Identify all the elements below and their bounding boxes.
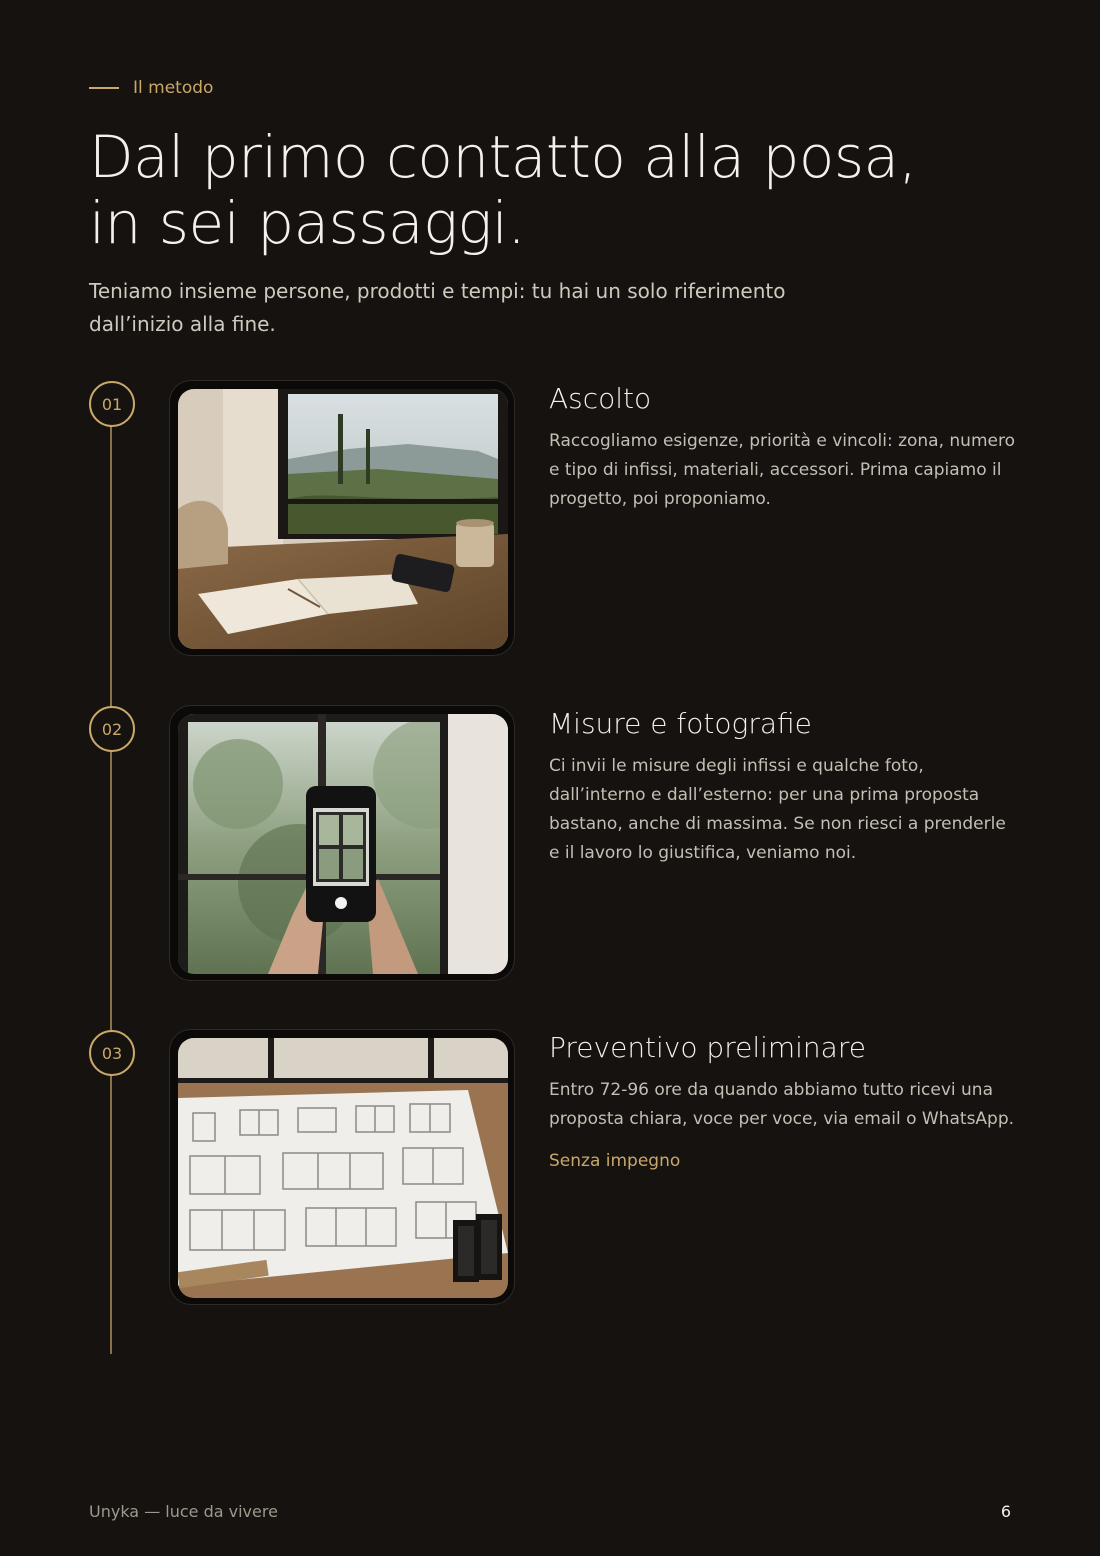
intro-paragraph: Teniamo insieme persone, prodotti e tempi: tu hai un solo riferimento dall’inizio alla fine.	[89, 279, 786, 336]
step-1-photo	[169, 380, 515, 656]
page-title-line-1: Dal primo contatto alla posa,	[89, 123, 917, 191]
step-1-title: Ascolto	[549, 382, 652, 415]
step-3-title: Preventivo preliminare	[549, 1031, 866, 1064]
page-title-line-2: in sei passaggi.	[89, 189, 526, 257]
page-number: 6	[1000, 1502, 1011, 1521]
phone-window-photo-image	[178, 714, 508, 974]
footer-brand: Unyka — luce da vivere	[89, 1502, 278, 1521]
eyebrow-label: Il metodo	[133, 78, 214, 98]
step-1-description: Raccogliamo esigenze, priorità e vincoli: zona, numero e tipo di infissi, materiali, accessori. Prima capiamo il progetto, poi proponiamo.	[549, 431, 1015, 509]
timeline-line	[110, 404, 112, 1354]
section-eyebrow	[89, 78, 213, 98]
step-3-number: 03	[89, 1030, 135, 1076]
eyebrow-divider	[89, 87, 119, 89]
no-obligation-tag: Senza impegno	[549, 1151, 681, 1171]
notebook-desk-image	[178, 389, 508, 649]
step-1-number: 01	[89, 381, 135, 427]
step-3-photo	[169, 1029, 515, 1305]
step-2-description: Ci invii le misure degli infissi e qualche foto, dall’interno e dall’esterno: per una prima proposta bastano, anche di massima. Se non riesci a prenderle e il lavoro lo giustifica, veniamo noi.	[549, 756, 1006, 863]
step-3-description: Entro 72-96 ore da quando abbiamo tutto ricevi una proposta chiara, voce per voce, via email o WhatsApp.	[549, 1080, 1015, 1129]
step-2-number: 02	[89, 706, 135, 752]
page-title	[89, 124, 989, 256]
window-drawings-sheet-image	[178, 1038, 508, 1298]
step-2-title: Misure e fotografie	[549, 707, 812, 740]
step-2-photo	[169, 705, 515, 981]
